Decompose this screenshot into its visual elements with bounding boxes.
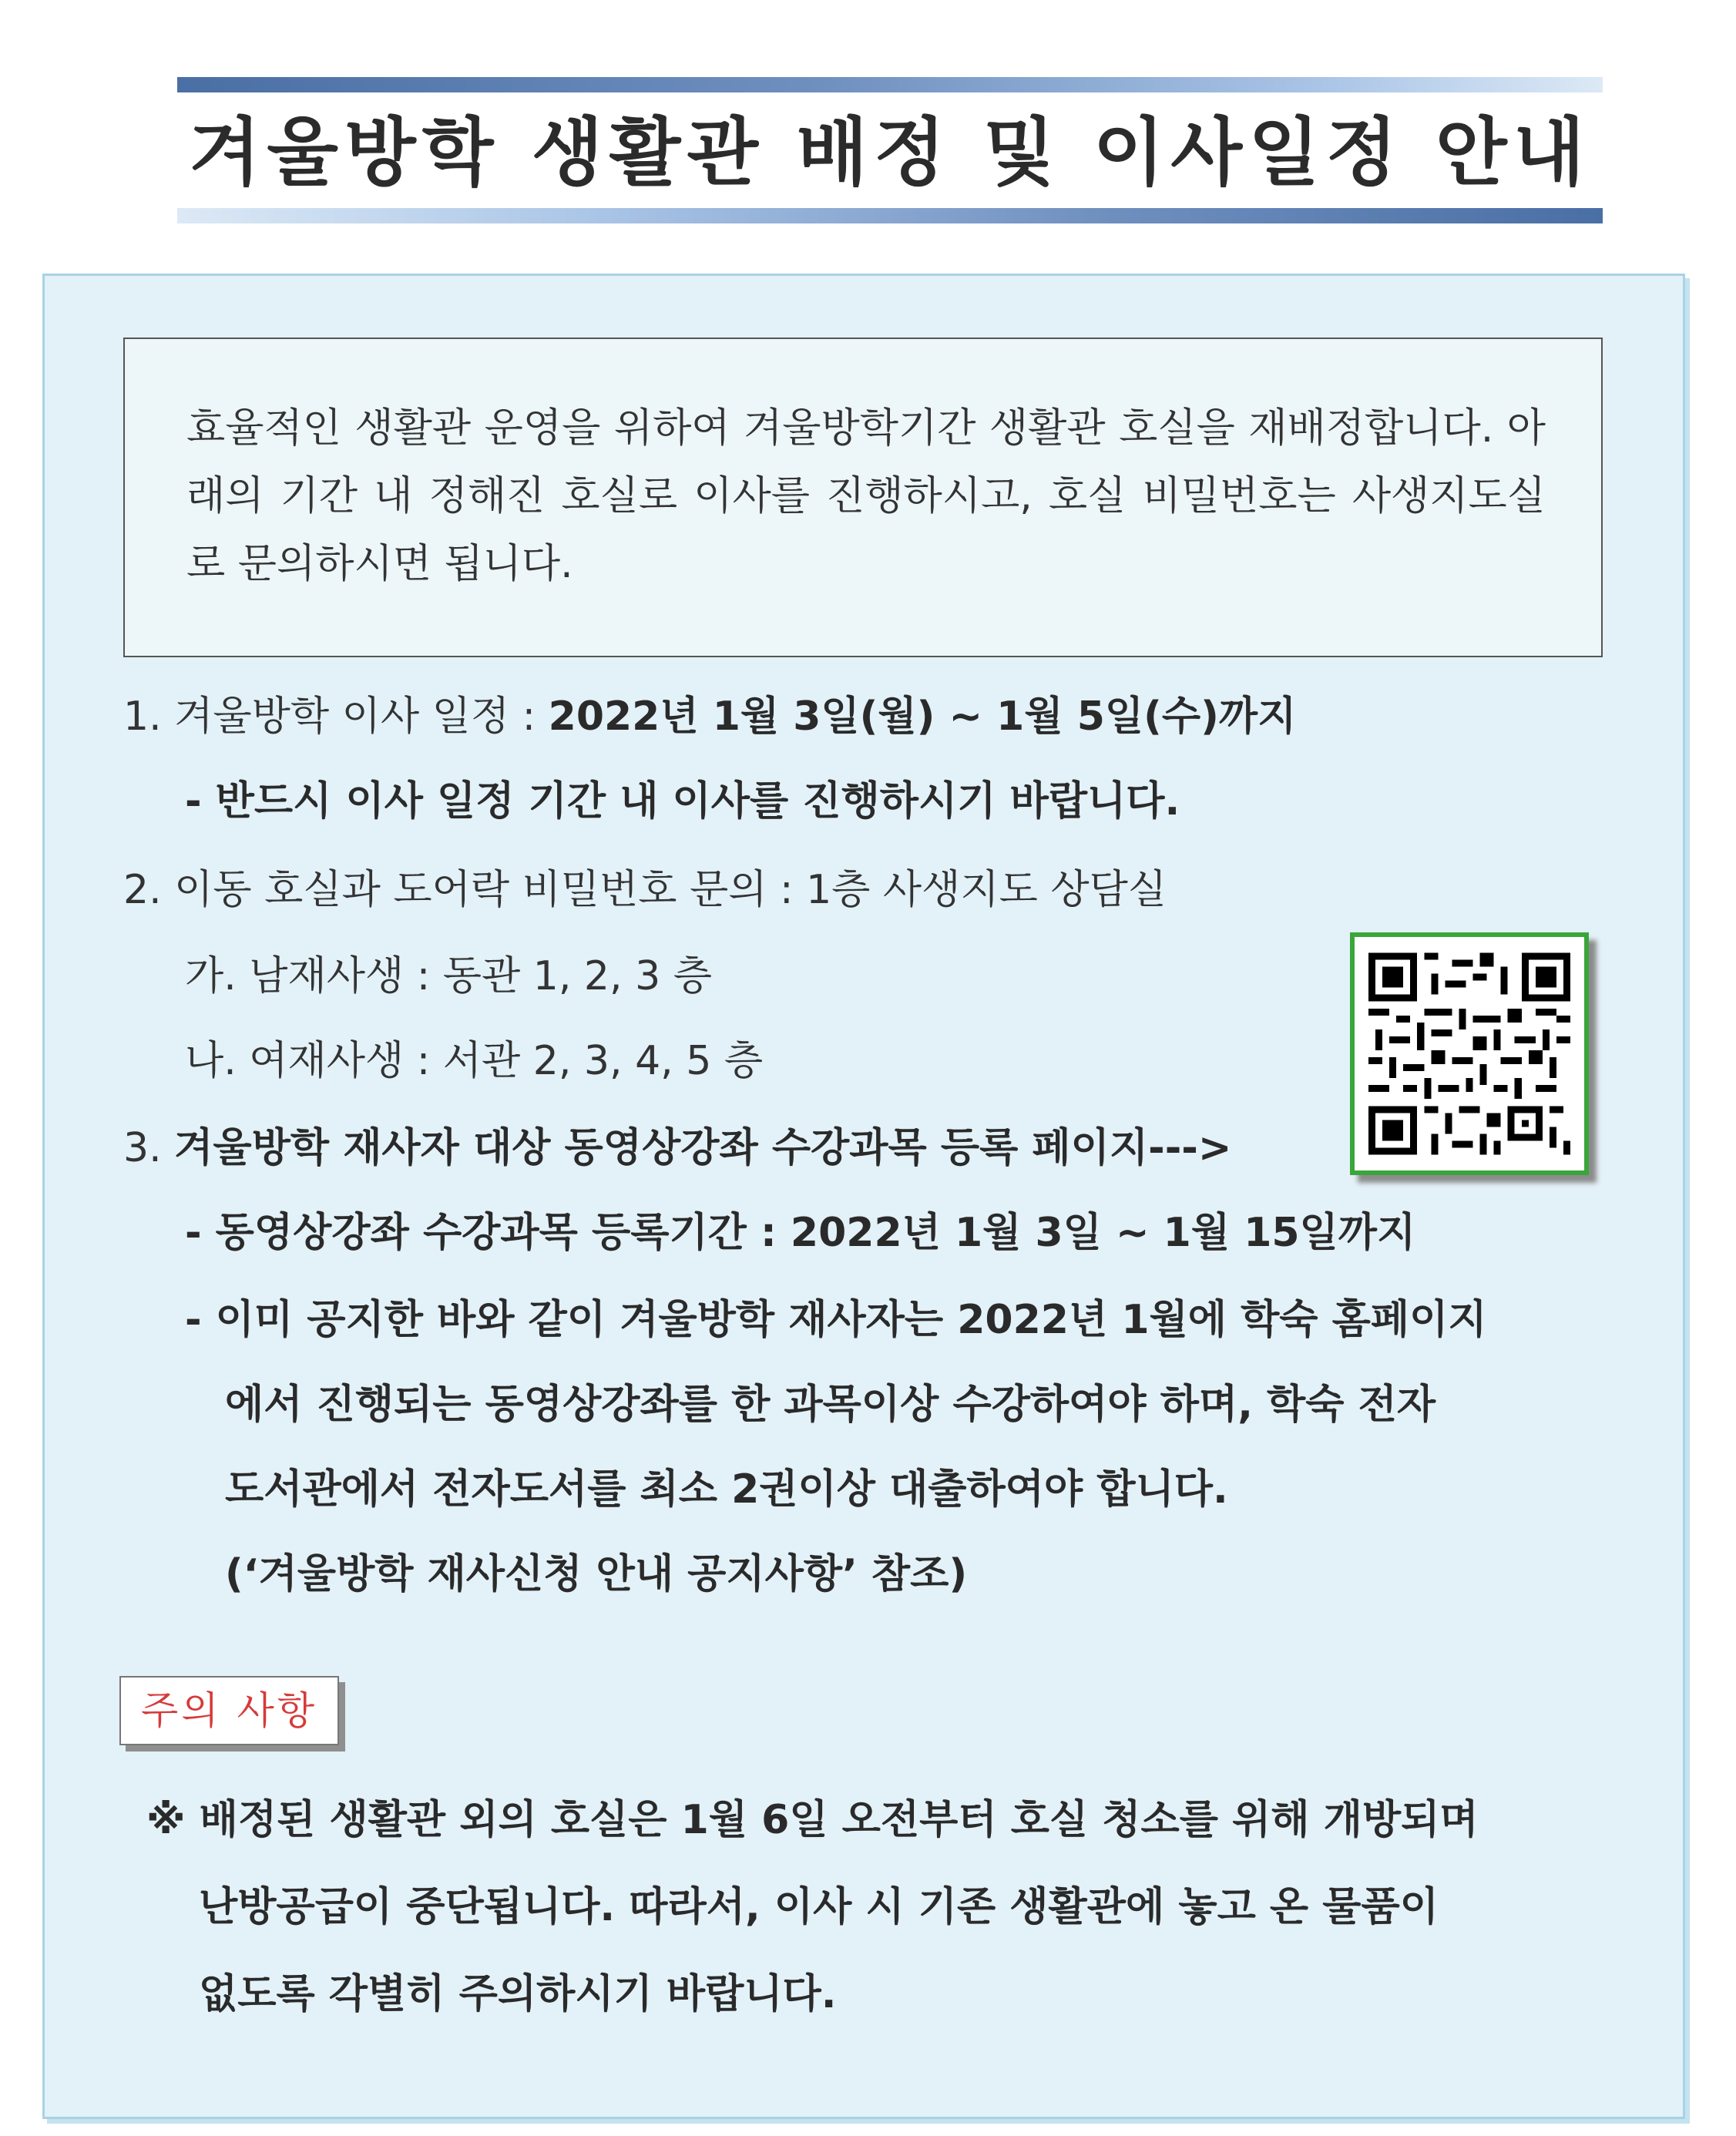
item-3-period: - 동영상강좌 수강과목 등록기간 : 2022년 1월 3일 ~ 1월 15일까지 — [185, 1210, 1416, 1256]
item-1-value: 2022년 1월 3일(월) ~ 1월 5일(수)까지 — [548, 694, 1297, 740]
item-3 — [123, 1121, 1231, 1175]
item-3-note-line-4: (‘겨울방학 재사신청 안내 공지사항’ 참조) — [225, 1551, 968, 1597]
item-3-label: 겨울방학 재사자 대상 동영상강좌 수강과목 등록 페이지---> — [174, 1125, 1232, 1171]
item-1 — [123, 690, 1296, 744]
item-2-sub-2: 나. 여재사생 : 서관 2, 3, 4, 5 층 — [185, 1038, 764, 1084]
caution-line-2: 난방공급이 중단됩니다. 따라서, 이사 시 기존 생활관에 놓고 온 물품이 — [199, 1884, 1439, 1930]
caution-line-1: ※ 배정된 생활관 외의 호실은 1월 6일 오전부터 호실 청소를 위해 개방되며 — [146, 1797, 1479, 1843]
intro-box — [123, 338, 1603, 657]
item-1-label: 1. 겨울방학 이사 일정 : — [123, 694, 549, 740]
item-3-note-line-3: 도서관에서 전자도서를 최소 2권이상 대출하여야 합니다. — [225, 1466, 1228, 1513]
page-title: 겨울방학 생활관 배정 및 이사일정 안내 — [189, 109, 1591, 196]
title-banner — [177, 77, 1603, 223]
item-3-number: 3. — [123, 1125, 175, 1171]
item-3-note-line-2: 에서 진행되는 동영상강좌를 한 과목이상 수강하여야 하며, 학숙 전자 — [225, 1382, 1436, 1428]
title-bottom-bar — [177, 208, 1603, 223]
title-top-bar — [177, 77, 1603, 92]
caution-label: 주의 사항 — [119, 1676, 339, 1745]
intro-text: 효율적인 생활관 운영을 위하여 겨울방학기간 생활관 호실을 재배정합니다. 아래의 기간 내 정해진 호실로 이사를 진행하시고, 호실 비밀번호는 사생지도실로 문의하시면 됩니다. — [186, 405, 1546, 587]
item-1-note: - 반드시 이사 일정 기간 내 이사를 진행하시기 바랍니다. — [185, 778, 1180, 825]
qr-code[interactable] — [1350, 932, 1589, 1175]
item-3-note-line-1: - 이미 공지한 바와 같이 겨울방학 재사자는 2022년 1월에 학숙 홈페이지 — [185, 1297, 1487, 1343]
item-2-label: 2. 이동 호실과 도어락 비밀번호 문의 : 1층 사생지도 상담실 — [123, 867, 1167, 913]
qr-code-icon — [1368, 951, 1570, 1157]
caution-line-3: 없도록 각별히 주의하시기 바랍니다. — [199, 1971, 837, 2017]
item-2-sub-1: 가. 남재사생 : 동관 1, 2, 3 층 — [185, 953, 712, 999]
